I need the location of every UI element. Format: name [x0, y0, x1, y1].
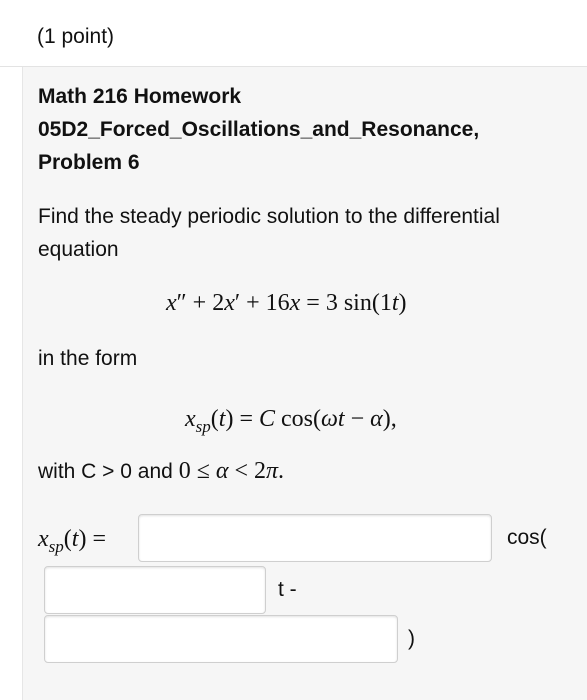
- problem-prompt: Find the steady periodic solution to the differential equation: [38, 205, 500, 261]
- alpha-constraint: 0 ≤ α < 2π.: [178, 458, 285, 484]
- alpha-input[interactable]: [44, 615, 398, 663]
- cos-label: cos(: [507, 526, 547, 549]
- differential-equation: x″ + 2x′ + 16x = 3 sin(1t): [166, 290, 407, 316]
- close-paren-label: ): [408, 627, 415, 650]
- points-label: (1 point): [37, 25, 115, 48]
- constraint-text: [38, 458, 284, 485]
- solution-form-equation: $x_{sp}(t) = C$ cos(ωt − α),: [185, 406, 397, 436]
- constraint-prefix: with C > 0 and: [38, 460, 173, 483]
- title-set: 05D2_Forced_Oscillations_and_Resonance,: [38, 118, 480, 141]
- amplitude-input[interactable]: [138, 514, 492, 562]
- omega-input[interactable]: [44, 566, 266, 614]
- t-minus-label: t -: [278, 578, 297, 601]
- form-text: in the form: [38, 347, 138, 370]
- problem-title: [38, 80, 558, 179]
- title-problem: Problem 6: [38, 151, 140, 174]
- title-course: Math 216 Homework: [38, 85, 242, 108]
- points-header: [0, 0, 587, 67]
- answer-label: $x_{sp}(t)$ =: [38, 526, 106, 556]
